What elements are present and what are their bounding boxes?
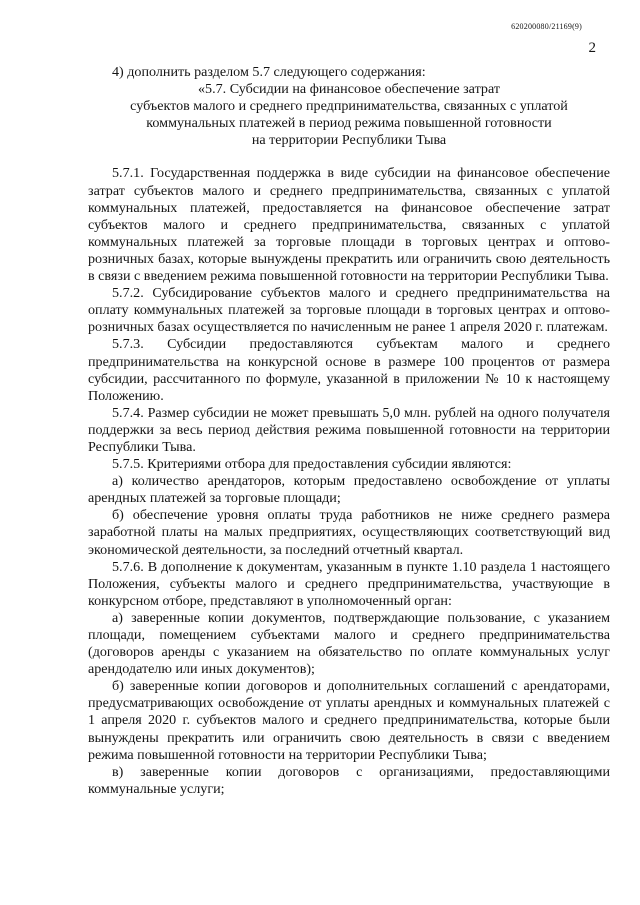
section-heading	[88, 81, 610, 149]
paragraph-5-7-6: 5.7.6. В дополнение к документам, указанным в пункте 1.10 раздела 1 настоящего Положения, субъекты малого и среднего предпринимательства, участвующие в конкурсном отборе, представляют в уполномоченный орган:	[88, 558, 610, 609]
section-heading-line: «5.7. Субсидии на финансовое обеспечение затрат	[198, 81, 500, 98]
document-item-a: а) заверенные копии документов, подтверждающие пользование, с указанием площади, помещением субъектами малого и среднего предпринимательства (договоров аренды с указанием на обязательство по оплате коммунальных услуг арендодателю или иных документов);	[88, 609, 610, 678]
paragraph-5-7-5: 5.7.5. Критериями отбора для предоставления субсидии являются:	[112, 456, 512, 473]
page-number: 2	[588, 40, 596, 56]
intro-line: 4) дополнить разделом 5.7 следующего содержания:	[112, 64, 426, 80]
document-registration-number: 620200080/21169(9)	[511, 22, 582, 31]
criterion-a: а) количество арендаторов, которым предоставлено освобождение от уплаты арендных платежей за торговые площади;	[88, 473, 610, 507]
section-heading-line: коммунальных платежей в период режима повышенной готовности	[146, 115, 552, 132]
paragraph-5-7-1: 5.7.1. Государственная поддержка в виде субсидии на финансовое обеспечение затрат субъектов малого и среднего предпринимательства, связанных с уплатой коммунальных платежей, предоставляется на финансовое обеспечение затрат субъектов малого и среднего предпринимательства, связанных с уплатой коммунальных платежей за торговые площади в торговых центрах и оптово-розничных базах, которые вынуждены прекратить или ограничить свою деятельность в связи с введением режима повышенной готовности на территории Республики Тыва.	[88, 165, 610, 285]
section-heading-line: субъектов малого и среднего предпринимательства, связанных с уплатой	[130, 98, 568, 115]
paragraph-5-7-2: 5.7.2. Субсидирование субъектов малого и среднего предпринимательства на оплату коммунальных платежей за торговые площади в торговых центрах и оптово-розничных базах осуществляется по начисленным не ранее 1 апреля 2020 г. платежам.	[88, 285, 610, 336]
document-item-v: в) заверенные копии договоров с организациями, предоставляющими коммунальные услуги;	[88, 763, 610, 797]
criterion-b: б) обеспечение уровня оплаты труда работников не ниже среднего размера заработной платы на малых предприятиях, осуществляющих соответствующий вид экономической деятельности, за последний отчетный квартал.	[88, 507, 610, 558]
document-item-b: б) заверенные копии договоров и дополнительных соглашений с арендаторами, предусматривающих освобождение от уплаты арендных и коммунальных платежей с 1 апреля 2020 г. субъектов малого и среднего предпринимательства, которые были вынуждены прекратить или ограничить свою деятельность в связи с введением режима повышенной готовности на территории Республики Тыва;	[88, 678, 610, 763]
paragraph-5-7-3: 5.7.3. Субсидии предоставляются субъектам малого и среднего предпринимательства на конкурсной основе в размере 100 процентов от размера субсидии, рассчитанного по формуле, указанной в приложении № 10 к настоящему Положению.	[88, 336, 610, 404]
section-heading-line: на территории Республики Тыва	[251, 132, 447, 149]
paragraph-5-7-4: 5.7.4. Размер субсидии не может превышать 5,0 млн. рублей на одного получателя поддержки за весь период действия режима повышенной готовности на территории Республики Тыва.	[88, 404, 610, 455]
document-body	[88, 64, 610, 798]
